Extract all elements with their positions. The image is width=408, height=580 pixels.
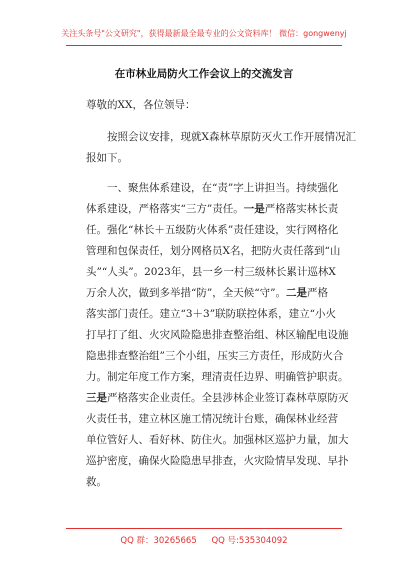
emphasis-marker: 一是: [243, 203, 265, 215]
intro-line: 按照会议安排，现就X森林草原防灭火工作开展情况汇: [107, 131, 356, 143]
footer-qq-group: QQ 群：30265665: [120, 536, 197, 546]
paragraph-line: [86, 325, 349, 346]
emphasis-marker: 三是: [86, 392, 107, 404]
salutation: 尊敬的XX，各位领导：: [86, 99, 196, 111]
line-text: 头”“人头”。2023年，县一乡一村三级林长累计巡林X: [86, 266, 336, 278]
header-divider: [66, 45, 342, 46]
line-text: 火责任书，建立林区施工情况统计台账，确保林业经营: [86, 413, 338, 425]
paragraph-line: [86, 472, 322, 493]
paragraph-line: [86, 262, 336, 283]
line-text: 隐患排查整治组”三个小组，压实三方责任，形成防火合: [86, 350, 344, 362]
paragraph-line: [86, 388, 349, 409]
paragraph-line: [86, 367, 349, 388]
paragraph-line: [86, 283, 328, 304]
line-text: 力。制定年度工作方案，理清责任边界、明确管护职责。: [86, 371, 349, 383]
paragraph-line: [86, 430, 349, 451]
line-text: 严格落实林长责: [264, 203, 339, 215]
paragraph-responsibility: [86, 178, 349, 493]
paragraph-line: [86, 241, 341, 262]
paragraph-line: [86, 199, 339, 220]
paragraph-line: [86, 304, 336, 325]
paragraph-line: [86, 451, 349, 472]
footer-qq-number: QQ 号:535304092: [211, 536, 288, 546]
line-text: 任。强化“林长＋五级防火体系”责任建设，实行网格化: [86, 224, 339, 236]
line-text: 打早打了组、火灾风险隐患排查整治组、林区输配电设施: [86, 329, 349, 341]
header-banner: 关注头条号"公文研究"，获得最新最全最专业的公文资料库！ 微信：gongwenyj: [61, 29, 347, 38]
line-text: 严格: [306, 287, 328, 299]
footer-divider: [66, 528, 342, 529]
line-text: 救。: [86, 476, 107, 488]
paragraph-line: [86, 409, 338, 430]
footer-contacts: [0, 534, 408, 546]
paragraph-line: [86, 346, 344, 367]
line-text: 严格落实企业责任。全县涉林企业签订森林草原防灭: [107, 392, 349, 404]
line-text: 万余人次，做到多举措“防”，全天候“守”。: [86, 287, 286, 299]
line-text: 落实部门责任。建立“3＋3”联防联控体系，建立“小火: [86, 308, 336, 320]
emphasis-marker: 二是: [285, 287, 307, 299]
paragraph-line: [86, 220, 339, 241]
line-text: 一、聚焦体系建设，在“责”字上讲担当。持续强化: [107, 182, 339, 194]
intro-paragraph: [86, 127, 356, 169]
paragraph-line: [86, 178, 339, 199]
line-text: 体系建设，严格落实“三方”责任。: [86, 203, 244, 215]
intro-line: 报如下。: [86, 152, 128, 164]
line-text: 巡护密度，确保火险隐患早排查，火灾险情早发现、早扑: [86, 455, 349, 467]
line-text: 管理和包保责任，划分网格员X名，把防火责任落到“山: [86, 245, 341, 257]
document-title: 在市林业局防火工作会议上的交流发言: [114, 68, 294, 80]
line-text: 单位管好人、看好林、防住火。加强林区巡护力量，加大: [86, 434, 349, 446]
